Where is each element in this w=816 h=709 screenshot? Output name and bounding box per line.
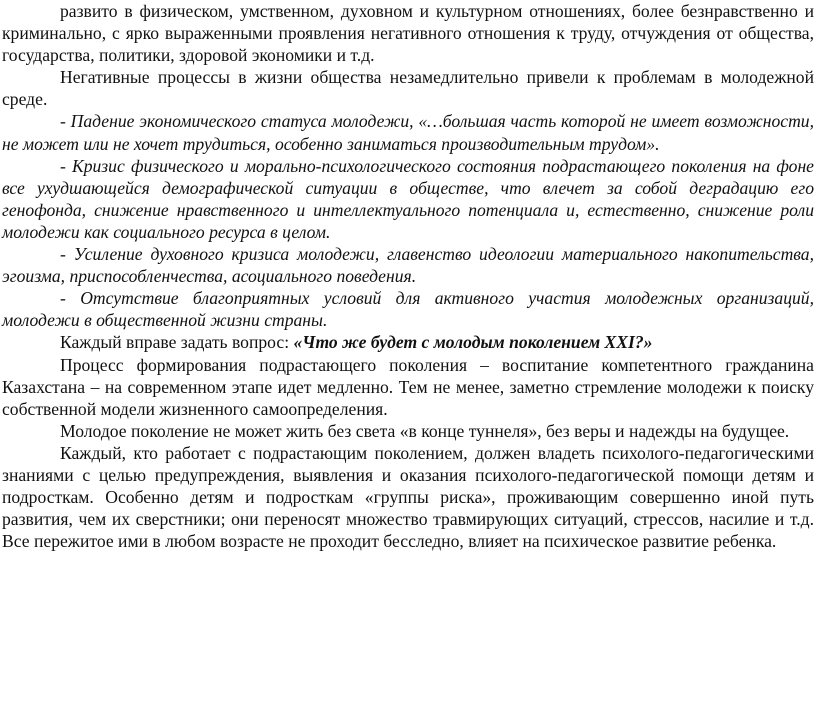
question-lead: Каждый вправе задать вопрос:	[60, 332, 294, 353]
paragraph-psych-pedagogical: Каждый, кто работает с подрастающим поколением, должен владеть психолого-педагогическими знаниями с целью предупреждения, выявления и оказания психолого-педагогической помощи детям и подросткам. Особенно детям и подросткам «группы риска», проживающим совершенно иной путь развития, чем их сверстники; они переносят множество травмирующих ситуаций, стрессов, насилие и т.д. Все пережитое ими в любом возрасте не проходит бесследно, влияет на психическое развитие ребенка.	[2, 442, 814, 552]
list-item-crisis-state: - Кризис физического и морально-психологического состояния подрастающего поколения на фоне все ухудшающейся демографической ситуации в обществе, что влечет за собой деградацию его генофонда, снижение нравственного и интеллектуального потенциала и, естественно, снижение роли молодежи как социального ресурса в целом.	[2, 155, 814, 242]
question-text: «Что же будет с молодым поколением XXI?»	[293, 332, 653, 353]
list-item-spiritual-crisis: - Усиление духовного кризиса молодежи, главенство идеологии материального накопительства, эгоизма, приспособленчества, асоциального поведения.	[2, 244, 814, 287]
paragraph-negative-processes: Негативные процессы в жизни общества незамедлительно привели к проблемам в молодежной среде.	[2, 67, 814, 110]
document-page	[2, 0, 814, 552]
list-item-absence-conditions: - Отсутствие благоприятных условий для активного участия молодежных организаций, молодежи в общественной жизни страны.	[2, 288, 814, 331]
paragraph-young-generation: Молодое поколение не может жить без света «в конце туннеля», без веры и надежды на будущее.	[60, 420, 790, 441]
paragraph-question	[2, 331, 814, 353]
paragraph-continuation: развито в физическом, умственном, духовном и культурном отношениях, более безнравственно и криминально, с ярко выраженными проявления негативного отношения к труду, отчуждения от общества, государства, политики, здоровой экономики и т.д.	[2, 1, 814, 66]
list-item-economic-status: - Падение экономического статуса молодежи, «…большая часть которой не имеет возможности, не может или не хочет трудиться, особенно заниматься производительным трудом».	[2, 111, 814, 154]
paragraph-formation-process: Процесс формирования подрастающего поколения – воспитание компетентного гражданина Казахстана – на современном этапе идет медленно. Тем не менее, заметно стремление молодежи к поиску собственной модели жизненного самоопределения.	[2, 354, 814, 419]
